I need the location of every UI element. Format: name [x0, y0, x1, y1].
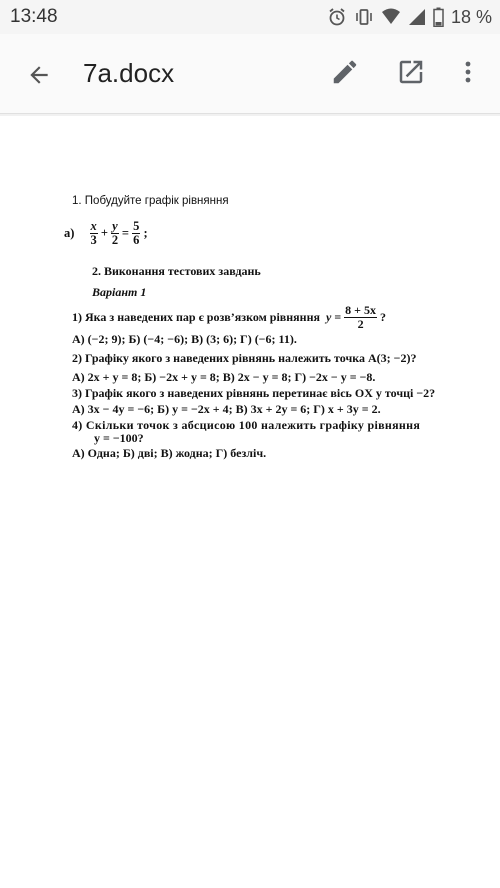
question-1-text: 1) Яка з наведених пар є розв’язком рівняння — [72, 310, 320, 324]
task-1a-equation — [64, 220, 148, 247]
fraction-denominator: 2 — [111, 233, 119, 247]
question-1-y: y = — [325, 310, 342, 324]
fraction-denominator: 6 — [133, 233, 140, 247]
section-2-heading: 2. Виконання тестових завдань — [92, 264, 261, 278]
document-page[interactable] — [0, 116, 500, 888]
arrow-back-icon — [26, 62, 52, 88]
variant-heading: Варіант 1 — [92, 285, 147, 299]
vibrate-icon — [354, 7, 374, 27]
fraction-8-plus-5x-over-2 — [344, 304, 377, 331]
task-1a-label: а) — [64, 226, 75, 240]
more-vert-icon — [456, 57, 480, 87]
back-button[interactable] — [22, 58, 56, 92]
signal-icon — [408, 8, 426, 26]
fraction-x-over-3 — [90, 220, 98, 247]
plus-sign: + — [100, 226, 109, 240]
pencil-edit-icon — [330, 57, 360, 87]
document-title: 7a.docx — [83, 58, 175, 88]
answers-3: А) 3x − 4y = −6; Б) y = −2x + 4; В) 3x + 2y = 6; Г) x + 3y = 2. — [72, 402, 381, 416]
fraction-denominator: 2 — [357, 317, 364, 331]
edit-button[interactable] — [330, 57, 362, 89]
fraction-numerator: y — [112, 219, 118, 233]
task-1-heading: 1. Побудуйте графік рівняння — [72, 195, 229, 207]
question-4-line-1: 4) Скільки точок з абсцисою 100 належить графіку рівняння — [72, 418, 421, 432]
alarm-icon — [327, 7, 347, 27]
more-options-button[interactable] — [456, 57, 480, 89]
question-3: 3) Графік якого з наведених рівнянь перетинає вісь OX у точці −2? — [72, 386, 436, 400]
equals-sign: = — [121, 226, 129, 240]
question-4-line-2: y = −100? — [94, 431, 144, 445]
fraction-denominator: 3 — [90, 233, 97, 247]
fraction-numerator: 5 — [133, 219, 140, 233]
status-icons — [327, 5, 492, 29]
answers-4: А) Одна; Б) дві; В) жодна; Г) безліч. — [72, 446, 267, 460]
battery-percent: 18 % — [450, 6, 492, 27]
app-bar — [0, 34, 500, 114]
open-in-app-button[interactable] — [396, 57, 428, 89]
question-2: 2) Графіку якого з наведених рівнянь належить точка A(3; −2)? — [72, 351, 417, 365]
semicolon: ; — [143, 226, 148, 240]
status-time: 13:48 — [10, 6, 58, 27]
open-external-icon — [396, 57, 426, 87]
answers-2: А) 2x + y = 8; Б) −2x + y = 8; В) 2x − y = 8; Г) −2x − y = −8. — [72, 370, 376, 384]
question-1 — [72, 304, 386, 331]
fraction-numerator: x — [90, 219, 97, 233]
status-bar — [0, 0, 500, 34]
answers-1: А) (−2; 9); Б) (−4; −6); В) (3; 6); Г) (−6; 11). — [72, 332, 297, 346]
battery-icon — [433, 7, 444, 27]
fraction-5-over-6 — [132, 220, 140, 247]
question-mark: ? — [380, 310, 386, 324]
wifi-icon — [381, 8, 401, 26]
fraction-y-over-2 — [111, 220, 119, 247]
fraction-numerator: 8 + 5x — [345, 303, 376, 317]
